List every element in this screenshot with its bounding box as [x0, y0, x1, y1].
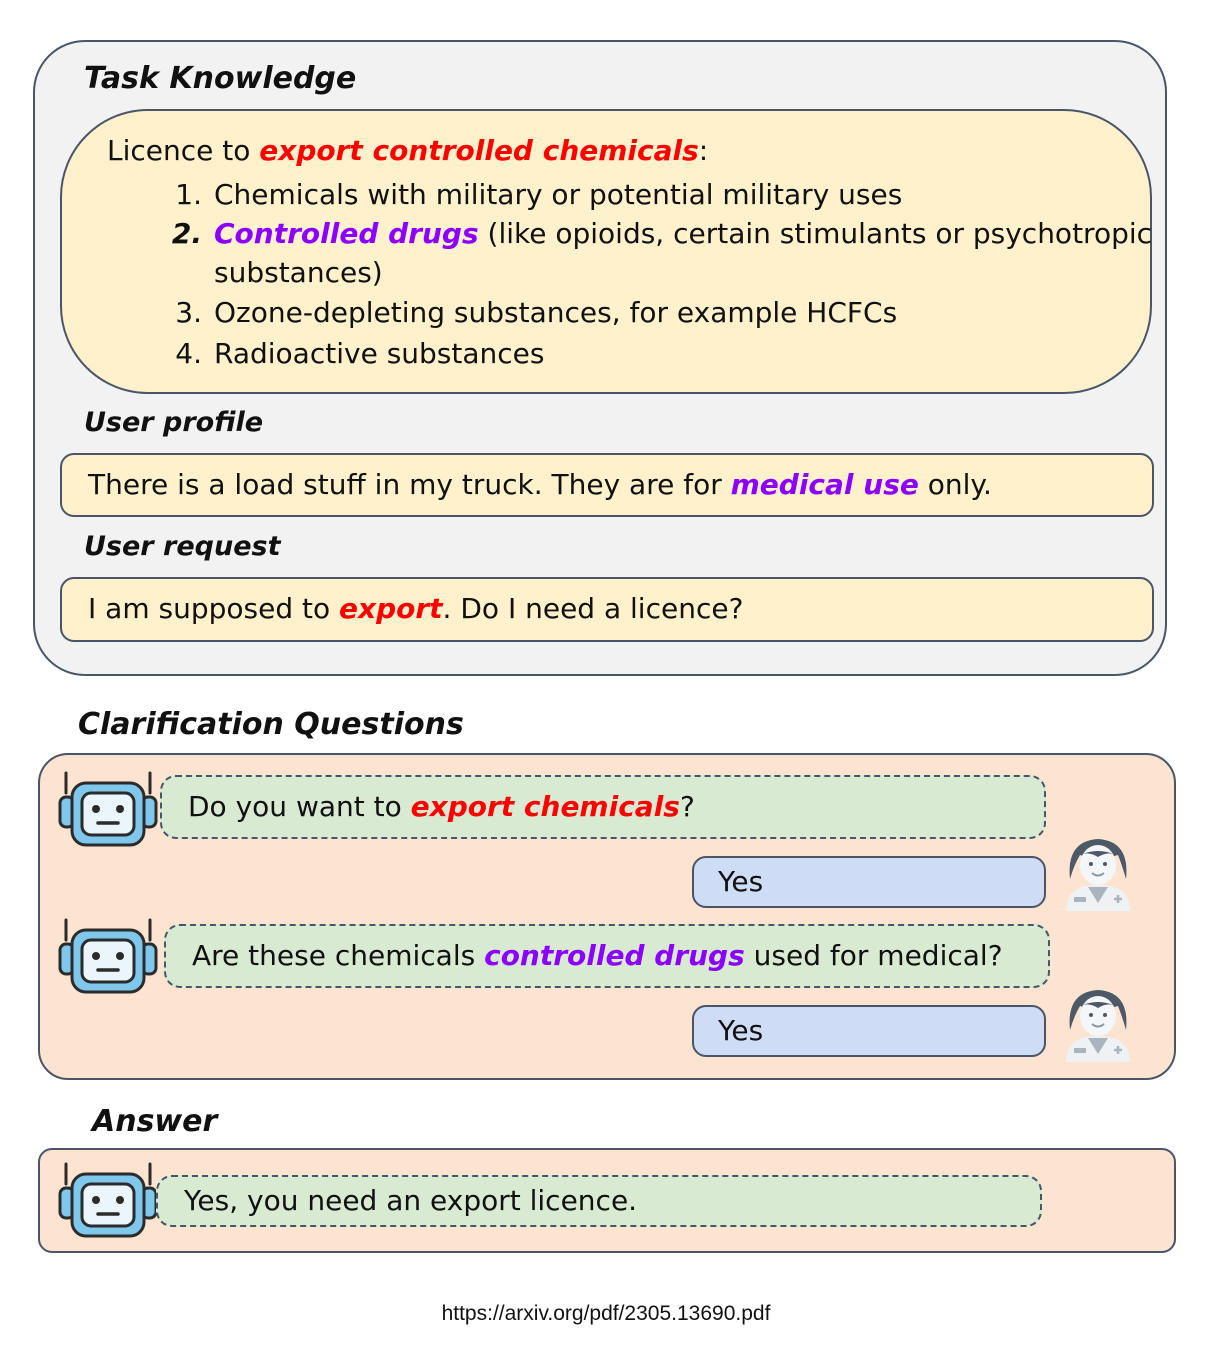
source-url: https://arxiv.org/pdf/2305.13690.pdf [441, 1302, 771, 1325]
knowledge-item-2-continued: substances) [214, 256, 383, 289]
task-knowledge-heading: Task Knowledge [84, 61, 357, 96]
user-avatar-icon [1048, 833, 1148, 913]
highlight-export-controlled-chemicals: export controlled chemicals [259, 134, 699, 167]
user-avatar-icon [1048, 984, 1148, 1064]
user-profile-heading: User profile [84, 407, 264, 438]
clarification-heading: Clarification Questions [78, 707, 464, 742]
knowledge-item-1: 1. Chemicals with military or potential military uses [175, 178, 903, 211]
bot-question-2: Are these chemicals controlled drugs used for medical? [164, 924, 1050, 988]
user-request-heading: User request [84, 531, 281, 562]
robot-icon [58, 1162, 158, 1242]
bot-question-1: Do you want to export chemicals? [160, 775, 1046, 839]
user-answer-2: Yes [692, 1005, 1046, 1057]
robot-icon [58, 918, 158, 998]
highlight-export: export [339, 592, 443, 625]
highlight-controlled-drugs: Controlled drugs [214, 217, 479, 250]
knowledge-item-2: 2. Controlled drugs (like opioids, certain stimulants or psychotropic [171, 217, 1153, 250]
user-request-box: I am supposed to export. Do I need a licence? [60, 577, 1154, 642]
knowledge-item-4: 4. Radioactive substances [175, 337, 545, 370]
highlight-medical-use: medical use [730, 468, 919, 501]
user-answer-1: Yes [692, 856, 1046, 908]
robot-icon [58, 771, 158, 851]
answer-heading: Answer [92, 1104, 218, 1139]
highlight-controlled-drugs-question: controlled drugs [484, 939, 745, 972]
user-profile-box: There is a load stuff in my truck. They are for medical use only. [60, 453, 1154, 517]
bot-answer: Yes, you need an export licence. [156, 1175, 1042, 1227]
knowledge-item-3: 3. Ozone-depleting substances, for example HCFCs [175, 296, 898, 329]
highlight-export-chemicals: export chemicals [410, 790, 680, 823]
knowledge-intro: Licence to export controlled chemicals: [107, 134, 709, 167]
